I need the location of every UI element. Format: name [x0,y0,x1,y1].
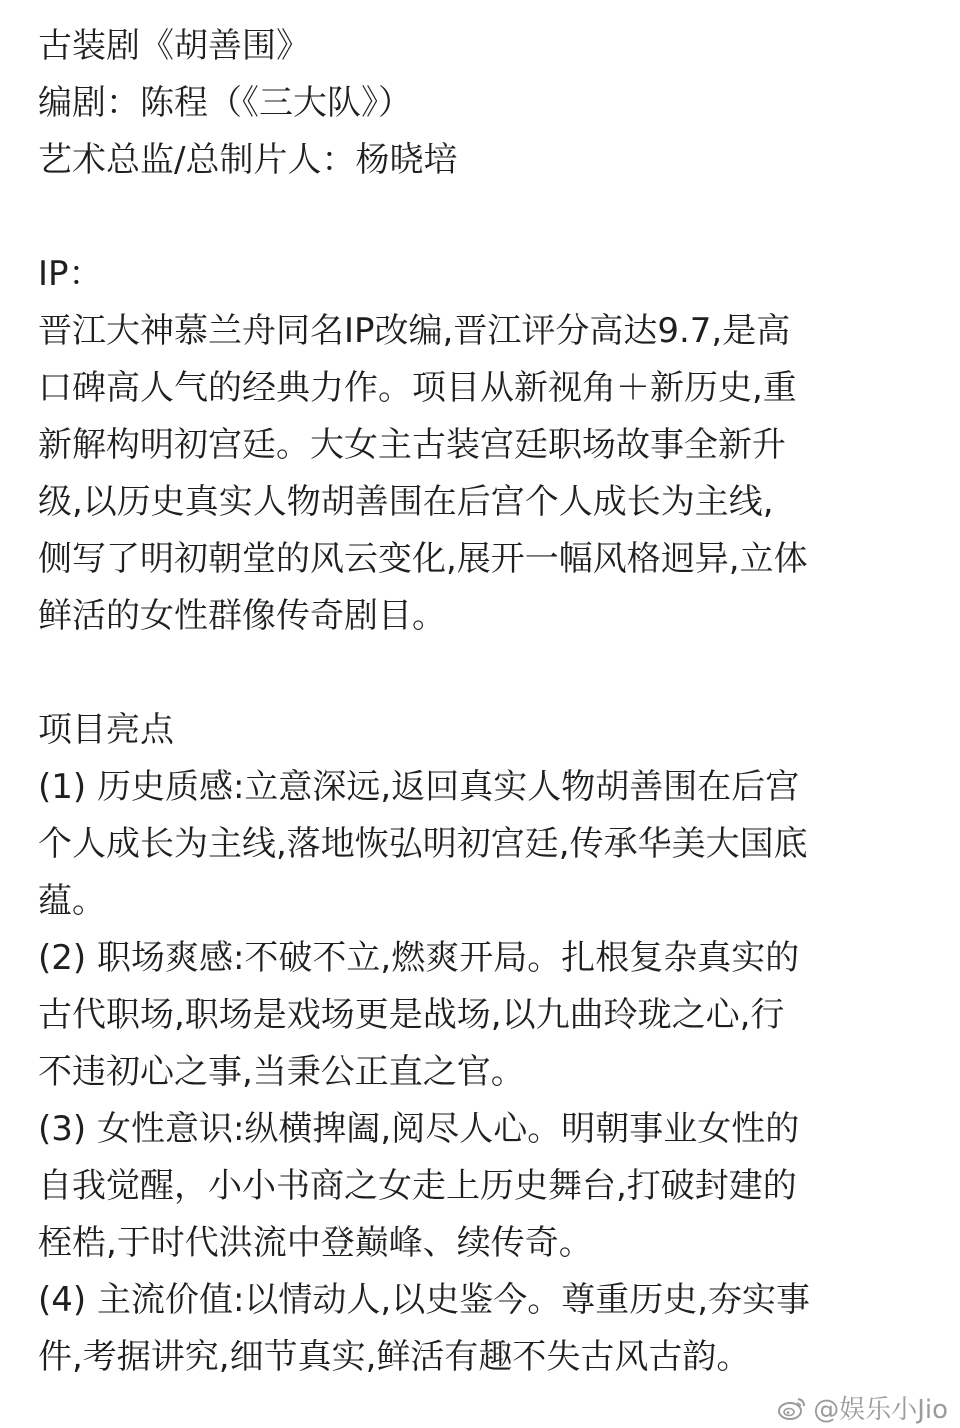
ip-text-line: 口碑高人气的经典力作。项目从新视角＋新历史,重 [38,368,797,408]
producer-line: 艺术总监/总制片人：杨晓培 [38,140,458,180]
drama-title: 古装剧《胡善围》 [38,26,310,66]
highlight-line: 蕴。 [38,881,106,921]
ip-text-line: 晋江大神慕兰舟同名IP改编,晋江评分高达9.7,是高 [38,311,791,351]
watermark-text: @娱乐小Jio [813,1395,948,1425]
writer-line: 编剧：陈程（《三大队》） [38,83,412,123]
highlight-line: (4) 主流价值:以情动人,以史鉴今。尊重历史,夯实事 [38,1280,811,1320]
ip-heading: IP： [38,254,103,294]
ip-text-line: 新解构明初宫廷。大女主古装宫廷职场故事全新升 [38,425,786,465]
highlight-line: 古代职场,职场是戏场更是战场,以九曲玲珑之心,行 [38,995,785,1035]
highlight-line: (2) 职场爽感:不破不立,燃爽开局。扎根复杂真实的 [38,938,800,978]
document-body [38,18,938,1386]
highlight-line: (1) 历史质感:立意深远,返回真实人物胡善围在后宫 [38,767,800,807]
highlights-heading: 项目亮点 [38,710,174,750]
highlight-line: 不违初心之事,当秉公正直之官。 [38,1052,525,1092]
highlight-line: 自我觉醒，小小书商之女走上历史舞台,打破封建的 [38,1166,797,1206]
highlight-line: (3) 女性意识:纵横捭阖,阅尽人心。明朝事业女性的 [38,1109,800,1149]
ip-text-line: 侧写了明初朝堂的风云变化,展开一幅风格迥异,立体 [38,539,808,579]
spacer [38,189,938,246]
highlight-line: 桎梏,于时代洪流中登巅峰、续传奇。 [38,1223,593,1263]
weibo-logo-icon [777,1395,807,1421]
ip-text-line: 级,以历史真实人物胡善围在后宫个人成长为主线, [38,482,774,522]
highlight-line: 件,考据讲究,细节真实,鲜活有趣不失古风古韵。 [38,1337,751,1377]
spacer [38,645,938,702]
highlight-line: 个人成长为主线,落地恢弘明初宫廷,传承华美大国底 [38,824,808,864]
ip-text-line: 鲜活的女性群像传奇剧目。 [38,596,446,636]
watermark [777,1389,948,1426]
